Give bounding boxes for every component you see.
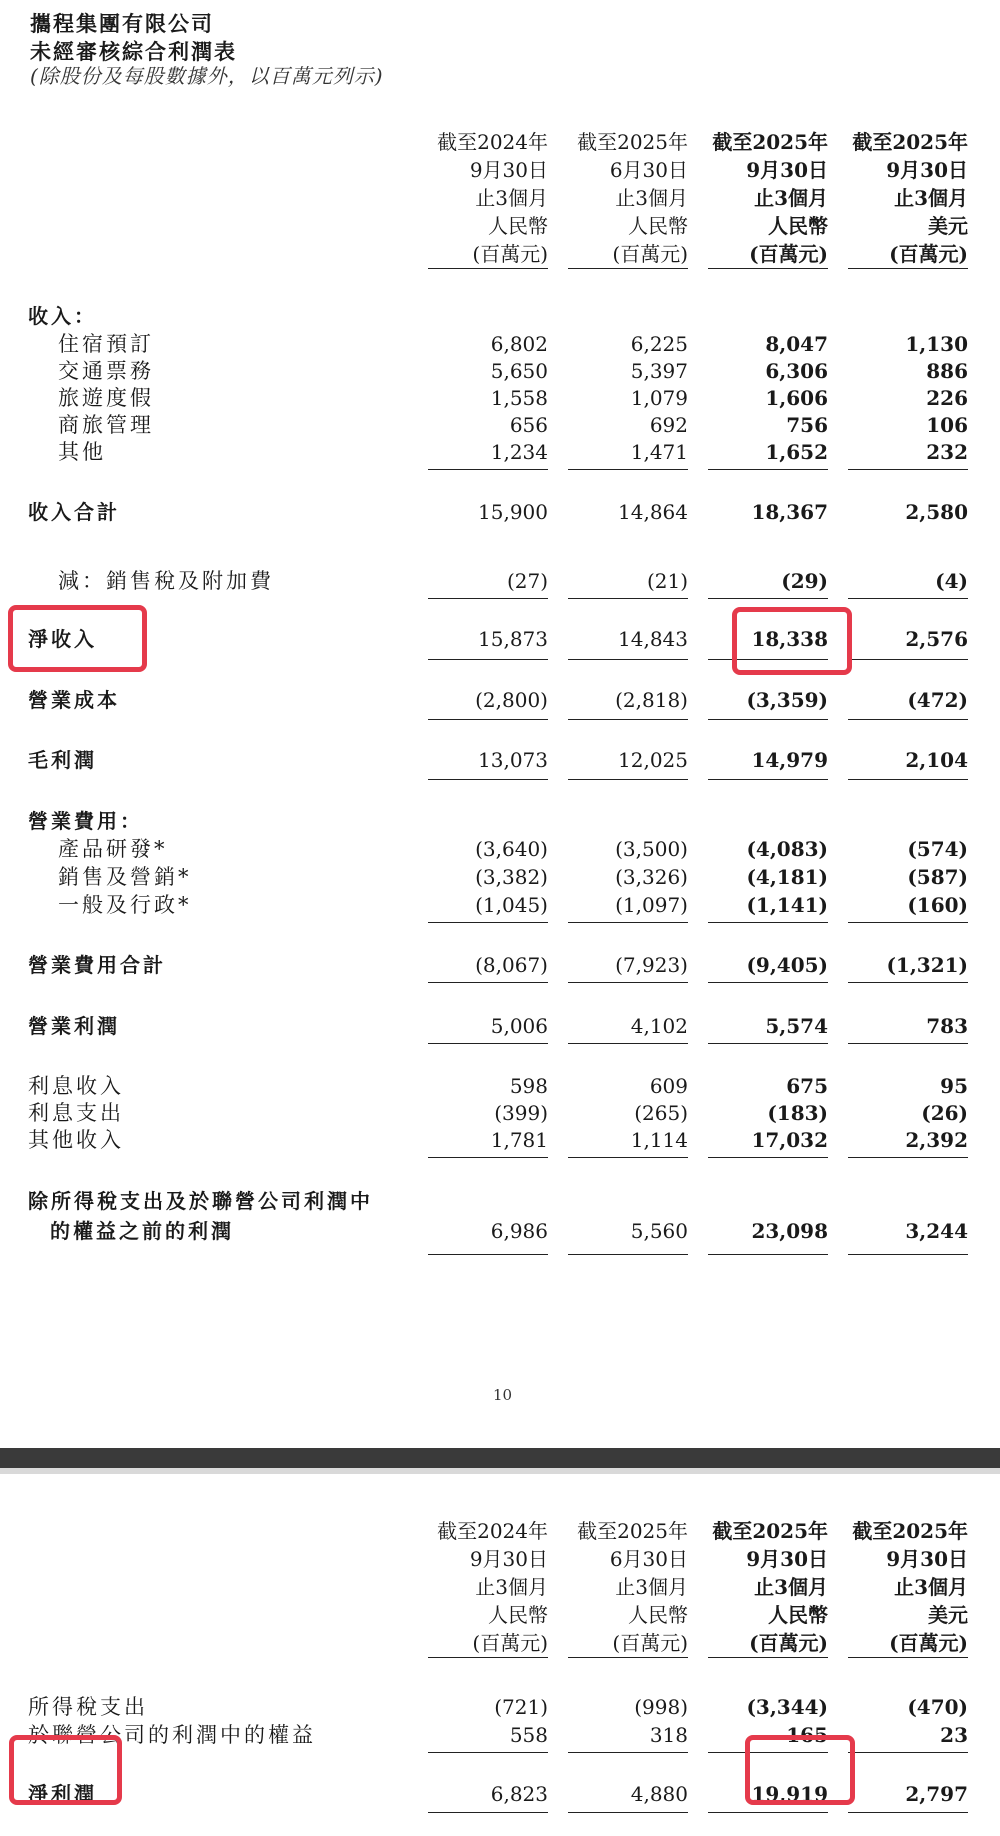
row-value: 2,104 xyxy=(905,748,968,772)
column-header-line: 人民幣 xyxy=(628,1603,688,1627)
row-value: 14,843 xyxy=(618,627,688,651)
row-value: 6,306 xyxy=(765,359,828,383)
row-underline xyxy=(428,1043,548,1044)
row-underline xyxy=(428,779,548,780)
row-underline xyxy=(848,1752,968,1753)
row-underline xyxy=(708,719,828,720)
row-value: 5,006 xyxy=(490,1014,548,1038)
row-value: (29) xyxy=(781,569,828,593)
row-underline xyxy=(428,659,548,660)
column-header-line: 9月30日 xyxy=(469,158,548,182)
row-value: (27) xyxy=(506,569,548,593)
row-underline xyxy=(708,1043,828,1044)
row-value: 95 xyxy=(940,1074,968,1098)
row-value: (470) xyxy=(907,1695,968,1719)
column-header-underline xyxy=(428,268,548,269)
row-underline xyxy=(568,982,688,983)
row-value: 1,114 xyxy=(630,1128,688,1152)
row-value: 558 xyxy=(509,1723,548,1747)
row-label: 淨利潤 xyxy=(28,1782,97,1806)
column-header-line: 人民幣 xyxy=(768,1603,828,1627)
row-value: 14,864 xyxy=(618,500,688,524)
row-underline xyxy=(848,659,968,660)
row-underline xyxy=(568,719,688,720)
row-underline xyxy=(848,1812,968,1813)
column-header-line: (百萬元) xyxy=(889,242,968,266)
row-label: 收入合計 xyxy=(28,500,120,524)
row-value: (998) xyxy=(634,1695,688,1719)
row-label: 收入： xyxy=(28,304,97,328)
row-value: 17,032 xyxy=(751,1128,828,1152)
row-value: (3,382) xyxy=(475,865,548,889)
row-value: (574) xyxy=(907,837,968,861)
column-header-line: 9月30日 xyxy=(746,1547,828,1571)
column-header-line: 6月30日 xyxy=(609,1547,688,1571)
column-header-line: (百萬元) xyxy=(612,242,688,266)
row-label: 於聯營公司的利潤中的權益 xyxy=(28,1723,316,1747)
row-value: (1,321) xyxy=(886,953,968,977)
page-divider-shadow xyxy=(0,1468,1000,1474)
row-underline xyxy=(708,1157,828,1158)
row-value: (3,359) xyxy=(746,688,828,712)
column-header-line: (百萬元) xyxy=(612,1631,688,1655)
row-value: 1,130 xyxy=(905,332,968,356)
column-header-line: 止3個月 xyxy=(475,1575,548,1599)
row-value: 4,880 xyxy=(630,1782,688,1806)
row-underline xyxy=(568,469,688,470)
row-label: 所得稅支出 xyxy=(28,1695,148,1719)
row-value: (587) xyxy=(907,865,968,889)
row-value: 19,919 xyxy=(751,1782,828,1806)
row-underline xyxy=(708,469,828,470)
row-value: 18,367 xyxy=(751,500,828,524)
row-value: (3,326) xyxy=(615,865,688,889)
row-underline xyxy=(428,922,548,923)
column-header-line: 止3個月 xyxy=(894,1575,968,1599)
row-underline xyxy=(568,779,688,780)
row-underline xyxy=(568,922,688,923)
column-header-line: (百萬元) xyxy=(749,1631,828,1655)
row-label: 其他收入 xyxy=(28,1128,124,1152)
row-value: 5,560 xyxy=(630,1219,688,1243)
row-value: 8,047 xyxy=(765,332,828,356)
row-label: 營業成本 xyxy=(28,688,120,712)
row-value: (721) xyxy=(494,1695,548,1719)
row-value: 15,900 xyxy=(478,500,548,524)
row-value: (4) xyxy=(935,569,968,593)
row-value: (9,405) xyxy=(746,953,828,977)
column-header-line: 截至2025年 xyxy=(712,1519,828,1543)
row-underline xyxy=(848,1254,968,1255)
row-label: 產品研發* xyxy=(58,837,168,861)
row-value: (2,818) xyxy=(615,688,688,712)
row-underline xyxy=(708,598,828,599)
row-value: 2,580 xyxy=(905,500,968,524)
row-underline xyxy=(428,719,548,720)
row-value: 1,558 xyxy=(490,386,548,410)
row-value: 12,025 xyxy=(618,748,688,772)
row-value: (21) xyxy=(646,569,688,593)
row-value: 5,650 xyxy=(490,359,548,383)
column-header-line: 截至2025年 xyxy=(852,1519,968,1543)
row-value: 886 xyxy=(926,359,968,383)
column-header-line: 9月30日 xyxy=(886,1547,968,1571)
row-value: (7,923) xyxy=(615,953,688,977)
column-header-line: 截至2025年 xyxy=(577,130,688,154)
row-underline xyxy=(428,982,548,983)
column-header-line: 止3個月 xyxy=(754,1575,828,1599)
row-underline xyxy=(568,1752,688,1753)
column-header-line: 截至2024年 xyxy=(437,1519,548,1543)
column-header-underline xyxy=(848,268,968,269)
row-value: (3,344) xyxy=(746,1695,828,1719)
column-header-underline xyxy=(708,268,828,269)
row-value: 226 xyxy=(926,386,968,410)
row-value: 1,234 xyxy=(490,440,548,464)
row-underline xyxy=(708,982,828,983)
row-value: 3,244 xyxy=(905,1219,968,1243)
row-value: 14,979 xyxy=(751,748,828,772)
highlight-net-income-label xyxy=(9,1735,122,1805)
row-value: 2,797 xyxy=(905,1782,968,1806)
row-value: 5,397 xyxy=(630,359,688,383)
row-underline xyxy=(568,598,688,599)
company-name: 攜程集團有限公司 xyxy=(30,12,214,36)
row-underline xyxy=(848,469,968,470)
row-value: 1,606 xyxy=(765,386,828,410)
column-header-underline xyxy=(848,1657,968,1658)
row-underline xyxy=(568,1157,688,1158)
row-underline xyxy=(848,922,968,923)
row-value: 23 xyxy=(940,1723,968,1747)
row-underline xyxy=(708,779,828,780)
column-header-underline xyxy=(428,1657,548,1658)
column-header-underline xyxy=(568,1657,688,1658)
row-value: 15,873 xyxy=(478,627,548,651)
page-divider xyxy=(0,1448,1000,1468)
column-header-line: 人民幣 xyxy=(628,214,688,238)
row-underline xyxy=(568,659,688,660)
row-label: 利息支出 xyxy=(28,1101,124,1125)
row-underline xyxy=(568,1812,688,1813)
row-underline xyxy=(848,1157,968,1158)
row-value: 2,392 xyxy=(905,1128,968,1152)
row-value: 13,073 xyxy=(478,748,548,772)
row-value: 6,225 xyxy=(630,332,688,356)
row-label: 營業費用合計 xyxy=(28,953,166,977)
column-header-line: 止3個月 xyxy=(754,186,828,210)
row-label: 旅遊度假 xyxy=(58,386,154,410)
row-label: 除所得稅支出及於聯營公司利潤中 xyxy=(28,1189,373,1213)
row-value: 1,652 xyxy=(765,440,828,464)
row-label: 營業費用： xyxy=(28,809,143,833)
row-label-continued: 的權益之前的利潤 xyxy=(50,1219,234,1243)
column-header-line: 6月30日 xyxy=(609,158,688,182)
row-value: 675 xyxy=(786,1074,828,1098)
row-value: 692 xyxy=(649,413,688,437)
column-header-line: 人民幣 xyxy=(488,1603,548,1627)
row-value: (3,640) xyxy=(475,837,548,861)
row-value: 1,781 xyxy=(490,1128,548,1152)
column-header-line: 截至2025年 xyxy=(712,130,828,154)
row-value: (8,067) xyxy=(475,953,548,977)
row-value: 4,102 xyxy=(630,1014,688,1038)
row-label: 毛利潤 xyxy=(28,748,97,772)
row-value: 609 xyxy=(649,1074,688,1098)
column-header-line: 截至2025年 xyxy=(852,130,968,154)
row-value: 2,576 xyxy=(905,627,968,651)
column-header-underline xyxy=(568,268,688,269)
row-label: 其他 xyxy=(58,440,106,464)
statement-note: (除股份及每股數據外，以百萬元列示) xyxy=(30,64,384,88)
page-number: 10 xyxy=(493,1386,513,1404)
row-underline xyxy=(848,598,968,599)
column-header-line: 截至2024年 xyxy=(437,130,548,154)
row-value: (26) xyxy=(921,1101,968,1125)
column-header-line: 人民幣 xyxy=(768,214,828,238)
row-underline xyxy=(428,1254,548,1255)
row-label: 一般及行政* xyxy=(58,893,192,917)
row-underline xyxy=(428,598,548,599)
column-header-line: 止3個月 xyxy=(894,186,968,210)
row-label: 淨收入 xyxy=(28,627,97,651)
row-underline xyxy=(568,1043,688,1044)
column-header-line: 人民幣 xyxy=(488,214,548,238)
row-value: 6,823 xyxy=(490,1782,548,1806)
row-value: (183) xyxy=(767,1101,828,1125)
column-header-line: (百萬元) xyxy=(889,1631,968,1655)
column-header-underline xyxy=(708,1657,828,1658)
row-value: 232 xyxy=(926,440,968,464)
row-value: 1,471 xyxy=(630,440,688,464)
row-value: (4,083) xyxy=(746,837,828,861)
row-underline xyxy=(428,1157,548,1158)
row-underline xyxy=(848,779,968,780)
row-value: (3,500) xyxy=(615,837,688,861)
row-value: 106 xyxy=(926,413,968,437)
row-value: 165 xyxy=(786,1723,828,1747)
row-value: 23,098 xyxy=(751,1219,828,1243)
column-header-line: (百萬元) xyxy=(472,1631,548,1655)
row-value: 5,574 xyxy=(765,1014,828,1038)
row-value: (4,181) xyxy=(746,865,828,889)
row-value: 6,986 xyxy=(490,1219,548,1243)
row-label: 利息收入 xyxy=(28,1074,124,1098)
highlight-net-revenue-value xyxy=(732,607,852,675)
row-underline xyxy=(708,1254,828,1255)
row-value: (399) xyxy=(494,1101,548,1125)
row-underline xyxy=(848,719,968,720)
row-underline xyxy=(428,469,548,470)
row-underline xyxy=(708,1812,828,1813)
row-value: 18,338 xyxy=(751,627,828,651)
row-value: (1,141) xyxy=(746,893,828,917)
row-underline xyxy=(848,982,968,983)
column-header-line: 9月30日 xyxy=(469,1547,548,1571)
row-value: 6,802 xyxy=(490,332,548,356)
row-value: 783 xyxy=(926,1014,968,1038)
row-label: 銷售及營銷* xyxy=(58,865,192,889)
row-label: 營業利潤 xyxy=(28,1014,120,1038)
row-value: 756 xyxy=(786,413,828,437)
row-value: 1,079 xyxy=(630,386,688,410)
column-header-line: 止3個月 xyxy=(615,186,688,210)
highlight-net-income-value xyxy=(745,1735,855,1805)
column-header-line: 9月30日 xyxy=(746,158,828,182)
row-value: (2,800) xyxy=(475,688,548,712)
column-header-line: 9月30日 xyxy=(886,158,968,182)
row-underline xyxy=(428,1812,548,1813)
row-value: 656 xyxy=(509,413,548,437)
row-value: (1,045) xyxy=(475,893,548,917)
column-header-line: 美元 xyxy=(928,1603,968,1627)
row-value: 598 xyxy=(509,1074,548,1098)
row-label: 交通票務 xyxy=(58,359,154,383)
row-value: (160) xyxy=(907,893,968,917)
row-value: (265) xyxy=(634,1101,688,1125)
row-underline xyxy=(428,1752,548,1753)
row-value: (1,097) xyxy=(615,893,688,917)
column-header-line: 美元 xyxy=(928,214,968,238)
row-label: 商旅管理 xyxy=(58,413,154,437)
column-header-line: 止3個月 xyxy=(475,186,548,210)
row-value: (472) xyxy=(907,688,968,712)
column-header-line: (百萬元) xyxy=(472,242,548,266)
highlight-net-revenue-label xyxy=(8,605,147,672)
statement-title: 未經審核綜合利潤表 xyxy=(30,40,237,64)
column-header-line: 止3個月 xyxy=(615,1575,688,1599)
column-header-line: (百萬元) xyxy=(749,242,828,266)
row-underline xyxy=(848,1043,968,1044)
row-value: 318 xyxy=(649,1723,688,1747)
column-header-line: 截至2025年 xyxy=(577,1519,688,1543)
row-label: 減：銷售稅及附加費 xyxy=(58,569,274,593)
row-underline xyxy=(708,922,828,923)
row-label: 住宿預訂 xyxy=(58,332,154,356)
row-underline xyxy=(568,1254,688,1255)
